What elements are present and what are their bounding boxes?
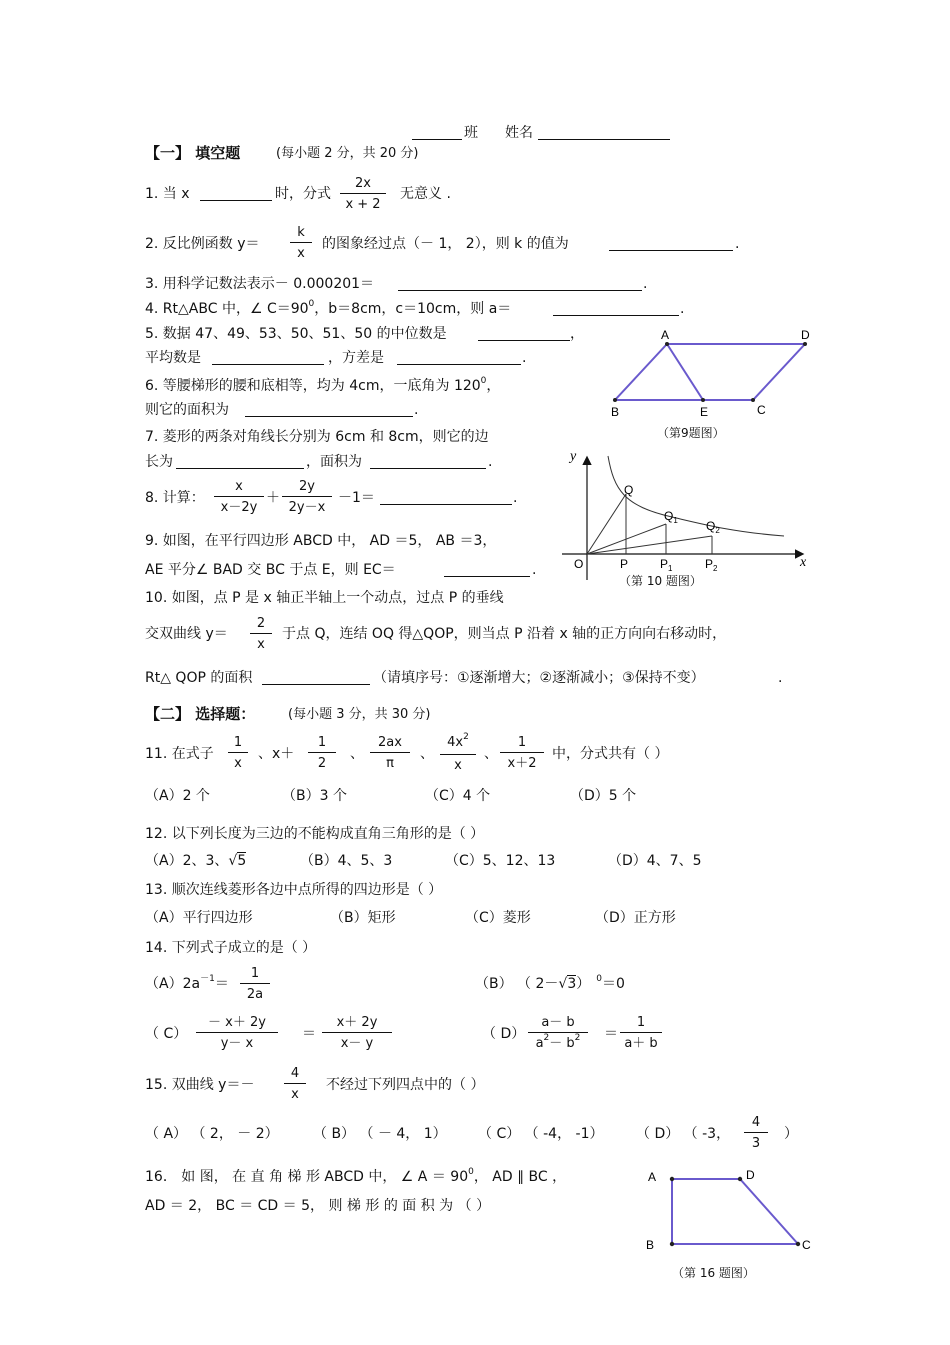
q15-fraction xyxy=(284,1066,306,1102)
q14-d-eq: ＝ xyxy=(604,1026,618,1042)
q12-stem: 12. 以下列长度为三边的不能构成直角三角形的是（ ） xyxy=(145,826,485,842)
q2-end: . xyxy=(735,236,740,252)
q2-fraction xyxy=(290,225,312,261)
fig10-caption: （第 10 题图） xyxy=(619,574,702,588)
fig9-label-a: A xyxy=(661,328,670,342)
q11-sep2: 、 xyxy=(350,746,364,762)
q6-end: . xyxy=(414,402,419,418)
section-choice-title: 【二】 选择题： xyxy=(145,705,256,723)
fig10-label-q1: $Q_1$ xyxy=(664,509,678,525)
section-choice-note: (每小题 3 分，共 30 分) xyxy=(288,707,431,722)
q6-tail: ， xyxy=(486,378,501,394)
q14-c-num1: － x＋ 2y xyxy=(196,1015,278,1033)
q10-den: x xyxy=(257,637,265,652)
fig9-point-c xyxy=(751,398,755,402)
q13-option-b[interactable]: （B）矩形 xyxy=(330,910,396,926)
q11-option-d[interactable]: （D）5 个 xyxy=(570,788,637,804)
q11-fraction-3 xyxy=(370,735,410,771)
q16-line1: 16． 如 图， 在 直 角 梯 形 ABCD 中， ∠ $A = 90^0$， AD ∥ BC ， xyxy=(145,1167,567,1185)
q1-den: x + 2 xyxy=(345,197,381,212)
q1-blank[interactable] xyxy=(200,186,272,205)
q1-post: 无意义 . xyxy=(400,186,451,202)
q15-d-close: ） xyxy=(784,1126,798,1142)
fig10-oq2 xyxy=(587,536,712,554)
q15-post: 不经过下列四点中的（ ） xyxy=(326,1077,485,1093)
q14-c-num2: x＋ 2y xyxy=(322,1015,392,1033)
q11-f4-den: x xyxy=(454,758,462,773)
section-fill-note: (每小题 2 分，共 20 分) xyxy=(276,146,419,161)
q5-median-blank[interactable] xyxy=(478,326,570,345)
q13-stem: 13. 顺次连线菱形各边中点所得的四边形是（ ） xyxy=(145,882,443,898)
q1-fraction xyxy=(340,176,386,212)
q10-line2b: 于点 Q，连结 OQ 得△QOP，则当点 P 沿着 x 轴的正方向向右移动时， xyxy=(282,626,727,642)
q11-f1-den: x xyxy=(234,756,242,771)
q5-comma: ， xyxy=(570,326,584,342)
q16-line2: AD ＝ 2， BC ＝ CD ＝ 5， 则 梯 形 的 面 积 为 （ ） xyxy=(145,1198,491,1214)
q12-option-c[interactable]: （C）5、12、13 xyxy=(445,853,556,869)
class-label: 班 xyxy=(464,125,478,141)
q1-mid: 时，分式 xyxy=(275,186,331,202)
q10-line1: 10. 如图，点 P 是 x 轴正半轴上一个动点，过点 P 的垂线 xyxy=(145,590,504,606)
fig10-label-o: O xyxy=(574,557,584,571)
q8-post: －1＝ xyxy=(338,490,375,506)
q8-plus: ＋ xyxy=(266,490,280,506)
q11-fraction-4 xyxy=(440,732,476,773)
q11-sep1: 、x＋ xyxy=(258,746,295,762)
fig9-label-e: E xyxy=(700,405,709,419)
q6-sup: 0 xyxy=(480,376,487,386)
q7-side-blank[interactable] xyxy=(176,454,304,473)
q8-f1-num: x xyxy=(214,479,264,497)
q11-f5-num: 1 xyxy=(500,735,544,753)
q4-sup: 0 xyxy=(308,299,315,309)
q8-f1-den: x－2y xyxy=(220,500,258,515)
q9-line2: AE 平分∠ BAD 交 BC 于点 E，则 EC＝ xyxy=(145,562,396,578)
q12-a-text: （A）2、3、 xyxy=(145,853,229,869)
q9-end: . xyxy=(532,562,537,578)
q11-f4-num: $4x^2$ xyxy=(440,735,476,755)
q14-a-num: 1 xyxy=(240,966,270,984)
fig9-point-b xyxy=(613,398,617,402)
fig16-caption: （第 16 题图） xyxy=(672,1266,755,1280)
q4-blank[interactable] xyxy=(553,301,679,320)
q14-c-fraction-2 xyxy=(322,1015,392,1051)
figure-9-parallelogram xyxy=(605,328,825,438)
fig9-segment-ae xyxy=(667,344,703,400)
q8-fraction-1 xyxy=(214,479,264,515)
q6-blank[interactable] xyxy=(245,402,413,421)
fig9-label-c: C xyxy=(757,403,766,417)
q15-option-b[interactable]: （ B） （ － 4， 1） xyxy=(313,1126,447,1142)
q15-option-a[interactable]: （ A） （ 2， － 2） xyxy=(145,1126,279,1142)
q6-line2: 则它的面积为 xyxy=(145,402,229,418)
fig10-label-x: x xyxy=(800,555,807,570)
q11-fraction-1 xyxy=(228,735,248,771)
q4-pre: 4. Rt△ABC 中，∠ C＝90 xyxy=(145,301,309,317)
q14-a-fraction xyxy=(240,966,270,1002)
q11-f2-den: 2 xyxy=(317,756,327,771)
q1-num: 2x xyxy=(340,176,386,194)
q15-den: x xyxy=(291,1087,299,1102)
fig16-outline xyxy=(672,1179,798,1244)
fig10-oq xyxy=(587,494,626,554)
q14-d-num1: a－ b xyxy=(528,1015,588,1033)
fig9-point-a xyxy=(665,342,669,346)
fig16-label-a: A xyxy=(648,1170,657,1184)
q12-option-d[interactable]: （D）4、7、5 xyxy=(608,853,702,869)
q14-d-den1: $a^2- b^2$ xyxy=(535,1033,581,1051)
q7-line2b: ，面积为 xyxy=(306,454,362,470)
q11-option-b[interactable]: （B）3 个 xyxy=(282,788,347,804)
q1-pre: 1. 当 x xyxy=(145,186,190,202)
q8-f2-den: 2y－x xyxy=(288,500,326,515)
q4-line xyxy=(145,301,511,319)
q14-stem: 14. 下列式子成立的是（ ） xyxy=(145,940,317,956)
q2-pre: 2. 反比例函数 y＝ xyxy=(145,236,260,252)
q13-option-a[interactable]: （A）平行四边形 xyxy=(145,910,253,926)
q14-option-b[interactable]: （B） （ 2－√3） $^0$＝0 xyxy=(475,974,625,992)
q10-blank[interactable] xyxy=(262,670,370,689)
q7-area-blank[interactable] xyxy=(370,454,486,473)
q15-d-fraction xyxy=(744,1115,768,1151)
q10-line3b: （请填序号：①逐渐增大；②逐渐减小；③保持不变） xyxy=(373,670,705,686)
fig16-point-a xyxy=(670,1177,674,1181)
sqrt-icon: √ xyxy=(228,853,238,869)
q14-d-fraction-2 xyxy=(620,1015,662,1051)
q9-blank[interactable] xyxy=(444,562,530,581)
q15-option-d[interactable]: （ D） （ -3， xyxy=(636,1126,731,1142)
name-blank[interactable] xyxy=(538,125,670,144)
q14-d-den2: a＋ b xyxy=(624,1036,658,1051)
q14-d-fraction-1 xyxy=(528,1015,588,1053)
fig16-point-b xyxy=(670,1242,674,1246)
q11-option-c[interactable]: （C）4 个 xyxy=(425,788,491,804)
q7-end: . xyxy=(488,454,493,470)
fig9-label-d: D xyxy=(801,328,810,342)
fig9-caption: （第9题图） xyxy=(657,426,725,440)
q11-fraction-2 xyxy=(308,735,336,771)
q15-pre: 15. 双曲线 y＝－ xyxy=(145,1077,255,1093)
q8-f2-num: 2y xyxy=(282,479,332,497)
q5-var-blank[interactable] xyxy=(397,350,521,369)
q8-fraction-2 xyxy=(282,479,332,515)
fig16-label-b: B xyxy=(646,1238,655,1252)
q11-pre: 11. 在式子 xyxy=(145,746,214,762)
q14-option-d[interactable]: （ D） xyxy=(482,1026,526,1042)
q2-post: 的图象经过点（－ 1， 2），则 k 的值为 xyxy=(322,236,569,252)
q8-blank[interactable] xyxy=(380,490,512,509)
q12-a-radicand: 5 xyxy=(237,853,247,869)
q3-end: . xyxy=(643,276,648,292)
q14-c-fraction-1 xyxy=(196,1015,278,1051)
q11-f1-num: 1 xyxy=(228,735,248,753)
q6-text: 6. 等腰梯形的腰和底相等，均为 4cm，一底角为 120 xyxy=(145,378,481,394)
q7-line2a: 长为 xyxy=(145,454,173,470)
fig16-label-d: D xyxy=(746,1168,755,1182)
q2-den: x xyxy=(297,246,305,261)
q8-end: . xyxy=(513,490,518,506)
q5-mean-blank[interactable] xyxy=(212,350,324,369)
q5-line2a: 平均数是 xyxy=(145,350,201,366)
q15-option-c[interactable]: （ C） （ -4， -1） xyxy=(478,1126,604,1142)
q13-option-d[interactable]: （D）正方形 xyxy=(595,910,676,926)
q14-c-den2: x－ y xyxy=(340,1036,374,1051)
q14-d-num2: 1 xyxy=(620,1015,662,1033)
q5-line1: 5. 数据 47、49、53、50、51、50 的中位数是 xyxy=(145,326,447,342)
q15-d-num: 4 xyxy=(744,1115,768,1133)
q7-line1: 7. 菱形的两条对角线长分别为 6cm 和 8cm，则它的边 xyxy=(145,429,489,445)
fig10-label-p1: $P_1$ xyxy=(660,557,673,573)
figure-10-hyperbola xyxy=(562,450,812,590)
q11-f2-num: 1 xyxy=(308,735,336,753)
q10-num: 2 xyxy=(250,616,272,634)
q11-option-a[interactable]: （A）2 个 xyxy=(145,788,210,804)
q11-f3-den: π xyxy=(386,756,394,771)
q11-sep3: 、 xyxy=(420,746,434,762)
q11-f5-den: x＋2 xyxy=(507,756,537,771)
fig9-point-d xyxy=(803,342,807,346)
q3-pre: 3. 用科学记数法表示－ 0.000201＝ xyxy=(145,276,375,292)
q5-end: . xyxy=(522,350,527,366)
fig10-label-q: Q xyxy=(624,483,634,497)
q3-blank[interactable] xyxy=(398,276,642,295)
q15-d-den: 3 xyxy=(751,1136,761,1151)
q9-line1: 9. 如图，在平行四边形 ABCD 中， AD ＝5， AB ＝3， xyxy=(145,533,497,549)
q11-sep4: 、 xyxy=(484,746,498,762)
fig9-shape xyxy=(615,344,805,400)
q13-option-c[interactable]: （C）菱形 xyxy=(465,910,531,926)
sqrt-icon: √ xyxy=(558,976,568,992)
q14-option-c[interactable]: （ C） xyxy=(145,1026,188,1042)
q14-c-den1: y－ x xyxy=(220,1036,254,1051)
fig9-point-e xyxy=(701,398,705,402)
q11-fraction-5 xyxy=(500,735,544,771)
fig10-label-p: P xyxy=(620,557,629,571)
section-fill-title: 【一】 填空题 xyxy=(145,144,241,162)
figure-16-trapezoid xyxy=(642,1165,822,1265)
q5-line2b: ，方差是 xyxy=(328,350,384,366)
q4-end: . xyxy=(680,301,685,317)
name-label: 姓名 xyxy=(505,125,533,141)
q15-num: 4 xyxy=(284,1066,306,1084)
q12-option-a[interactable] xyxy=(145,853,246,869)
q10-line3a: Rt△ QOP 的面积 xyxy=(145,670,253,686)
q11-f3-num: 2ax xyxy=(370,735,410,753)
fig10-label-q2: $Q_2$ xyxy=(706,519,720,535)
fig10-label-p2: $P_2$ xyxy=(705,557,718,573)
q2-num: k xyxy=(290,225,312,243)
q12-option-b[interactable]: （B）4、5、3 xyxy=(300,853,393,869)
fig16-point-c xyxy=(796,1242,800,1246)
class-blank[interactable] xyxy=(412,125,462,144)
q14-option-a[interactable]: $(A)2a^{-1}=$ xyxy=(145,974,229,992)
fig9-outline xyxy=(615,344,805,400)
q14-a-den: 2a xyxy=(246,987,264,1002)
q14-c-eq: ＝ xyxy=(302,1026,316,1042)
q6-line1 xyxy=(145,378,500,396)
fig16-point-d xyxy=(738,1177,742,1181)
fig10-hyperbola-curve xyxy=(608,456,784,536)
fig10-label-y: y xyxy=(570,449,577,464)
q4-post: ，b＝8cm，c＝10cm，则 a＝ xyxy=(314,301,512,317)
fig16-label-c: C xyxy=(802,1238,811,1252)
q10-end: . xyxy=(778,670,783,686)
q2-blank[interactable] xyxy=(609,236,733,255)
q10-fraction xyxy=(250,616,272,652)
q11-post: 中，分式共有（ ） xyxy=(552,746,669,762)
q8-pre: 8. 计算： xyxy=(145,490,205,506)
q10-line2a: 交双曲线 y＝ xyxy=(145,626,228,642)
fig9-label-b: B xyxy=(611,405,620,419)
